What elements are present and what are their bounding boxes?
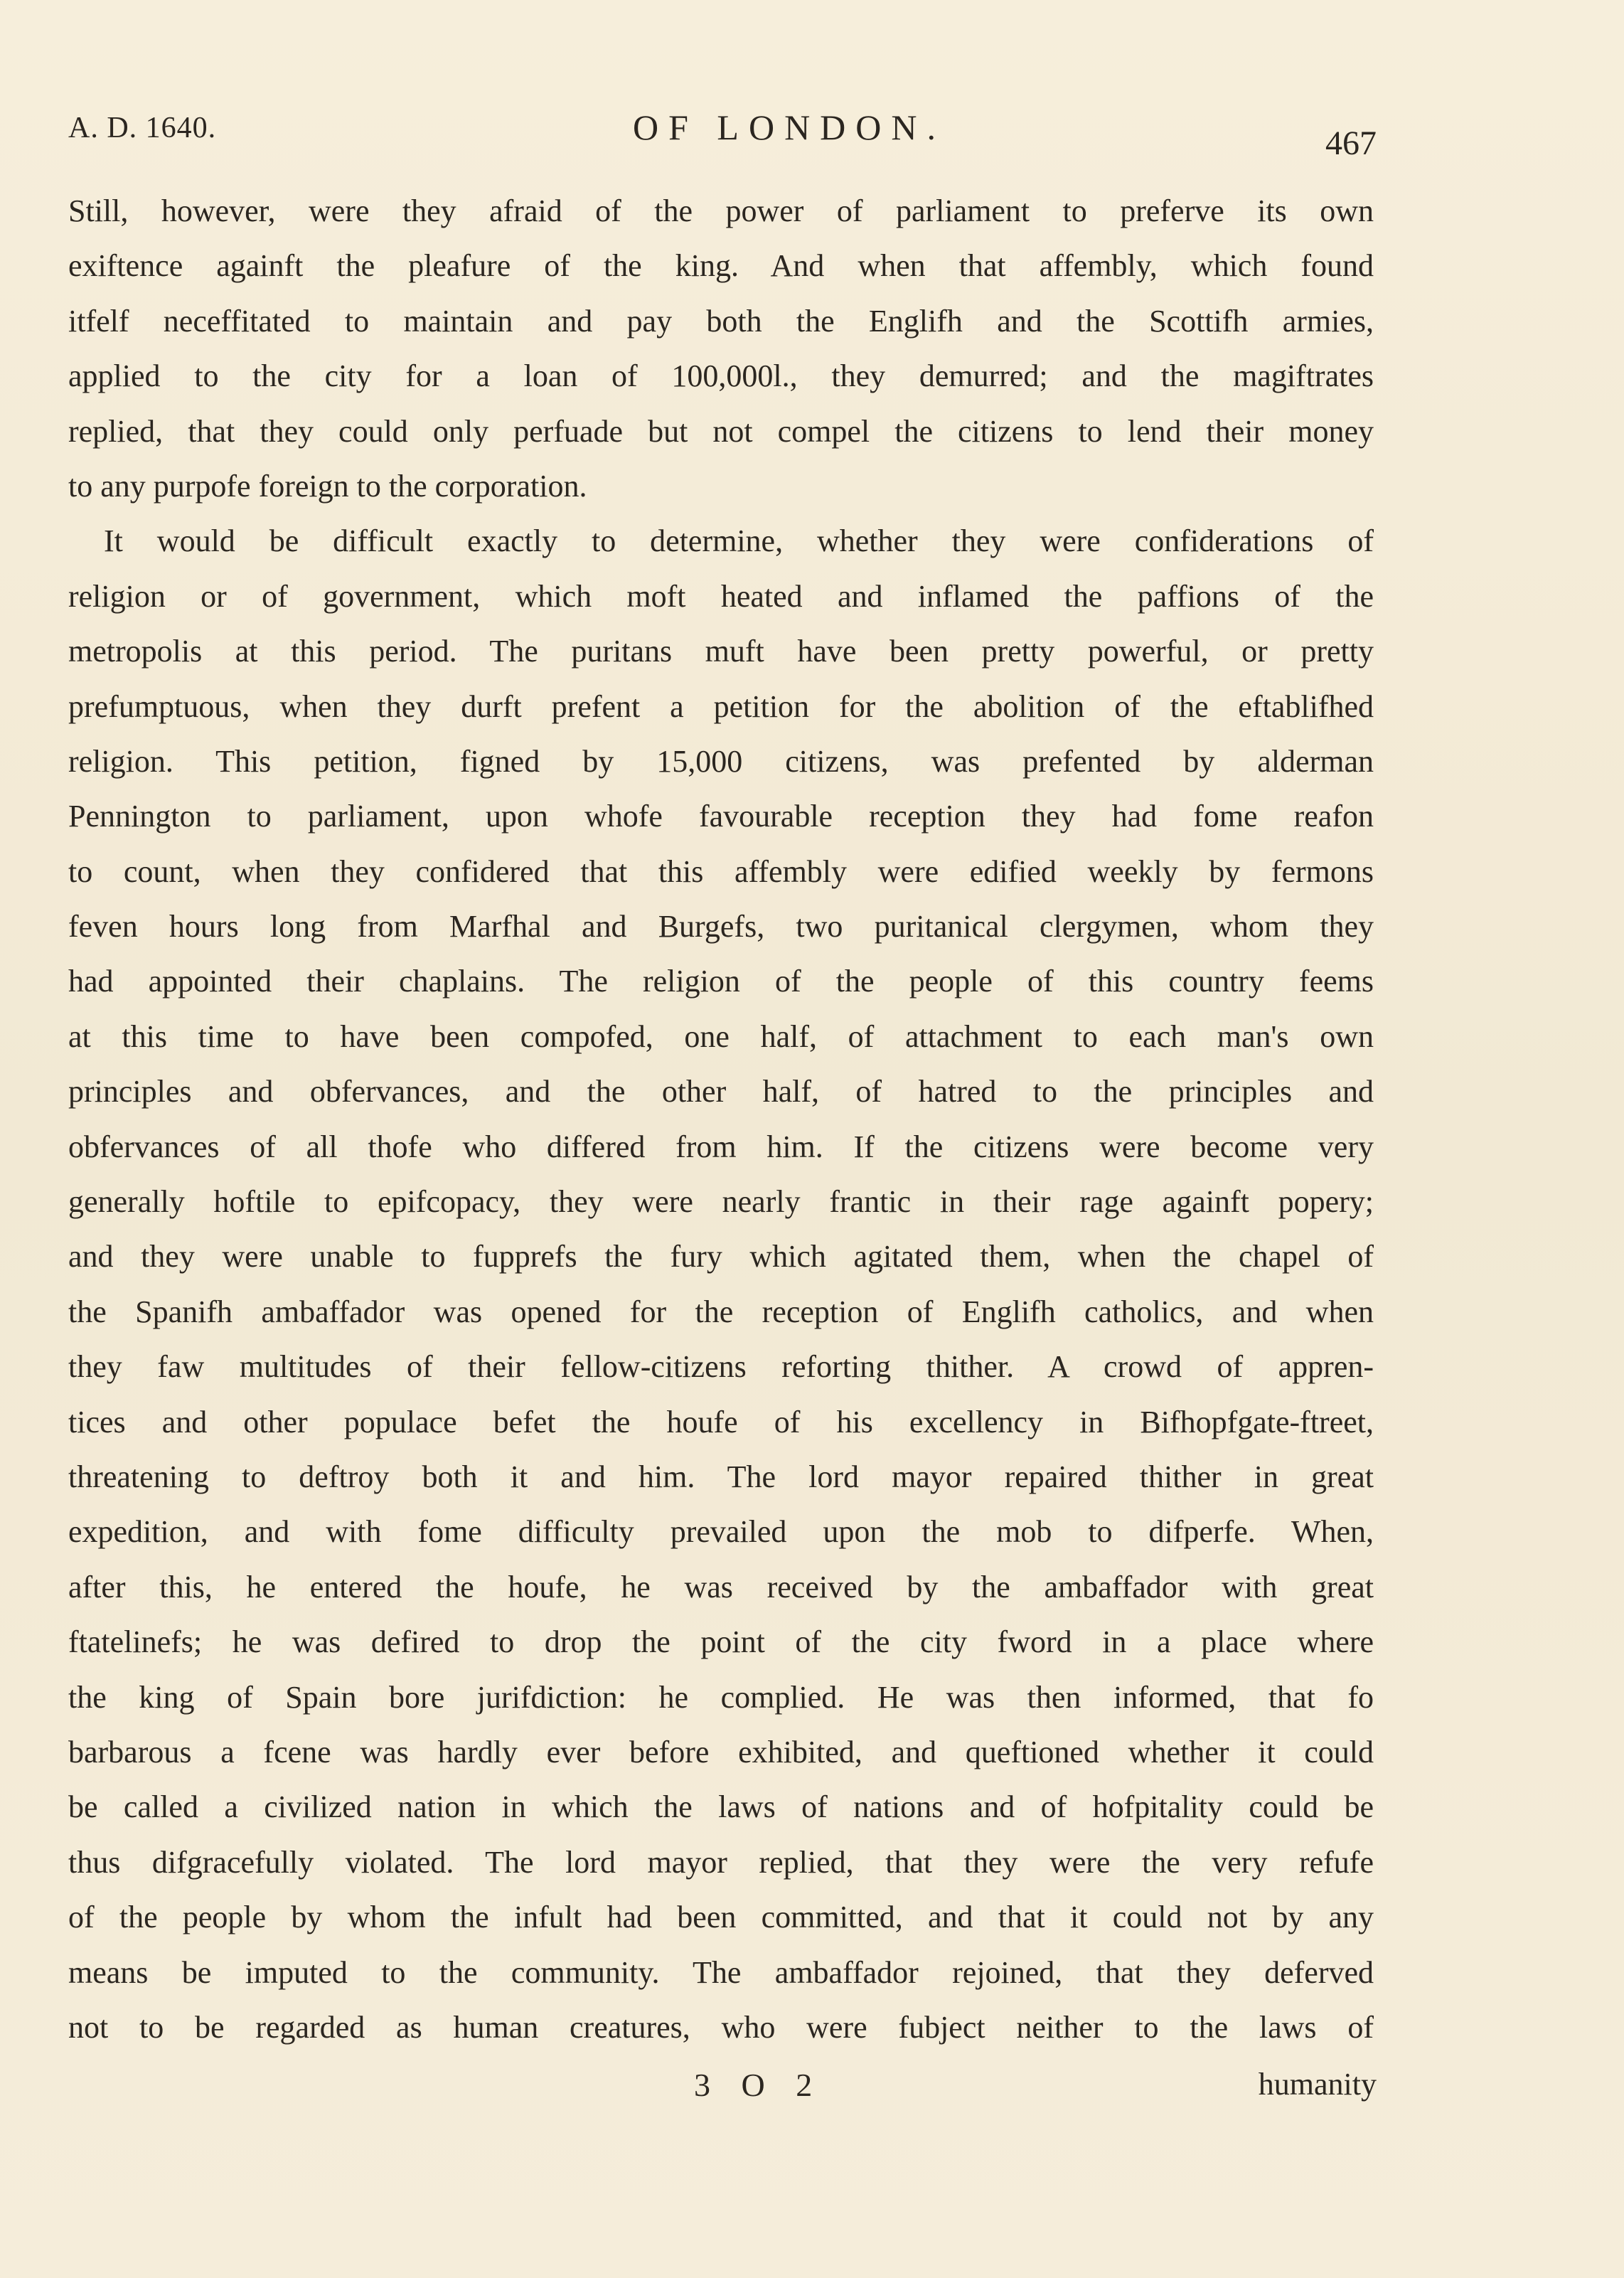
- signature-mark: 3 O 2: [694, 2067, 824, 2103]
- page-footer: [68, 2066, 1377, 2116]
- text-line: religion or of government, which moft heated and inflamed the paffions of the: [68, 578, 1374, 614]
- running-header: [68, 107, 1377, 164]
- catchword: humanity: [1258, 2067, 1377, 2102]
- text-line: exiftence againft the pleafure of the king. And when that affembly, which found: [68, 248, 1374, 284]
- body-text: [68, 183, 1374, 2055]
- text-line: expedition, and with fome difficulty prevailed upon the mob to difperfe. When,: [68, 1514, 1374, 1550]
- text-line: generally hoftile to epifcopacy, they were nearly frantic in their rage againft popery;: [68, 1184, 1374, 1220]
- text-line: Pennington to parliament, upon whofe favourable reception they had fome reafon: [68, 799, 1374, 834]
- text-line: after this, he entered the houfe, he was received by the ambaffador with great: [68, 1569, 1374, 1604]
- text-line: the Spanifh ambaffador was opened for the reception of Englifh catholics, and when: [68, 1294, 1374, 1329]
- text-line: itfelf neceffitated to maintain and pay both the Englifh and the Scottifh armies,: [68, 303, 1374, 339]
- text-line: threatening to deftroy both it and him. The lord mayor repaired thither in great: [68, 1459, 1374, 1494]
- text-line: thus difgracefully violated. The lord mayor replied, that they were the very refufe: [68, 1844, 1374, 1880]
- text-line: Still, however, were they afraid of the power of parliament to preferve its own: [68, 193, 1374, 228]
- text-line: and they were unable to fupprefs the fury which agitated them, when the chapel of: [68, 1239, 1374, 1274]
- text-line: religion. This petition, figned by 15,000 citizens, was prefented by alderman: [68, 743, 1374, 779]
- text-line: It would be difficult exactly to determine, whether they were confiderations of: [104, 523, 1374, 559]
- text-line: the king of Spain bore jurifdiction: he complied. He was then informed, that fo: [68, 1679, 1374, 1715]
- page-number: 467: [1325, 124, 1377, 162]
- text-line: to count, when they confidered that this affembly were edified weekly by fermons: [68, 853, 1374, 889]
- text-line: principles and obfervances, and the other half, of hatred to the principles and: [68, 1074, 1374, 1109]
- header-title: OF LONDON.: [633, 107, 946, 147]
- text-line: to any purpofe foreign to the corporation.: [68, 468, 587, 504]
- text-line: obfervances of all thofe who differed from him. If the citizens were become very: [68, 1129, 1374, 1164]
- text-line: prefumptuous, when they durft prefent a petition for the abolition of the eftablifhed: [68, 688, 1374, 724]
- text-line: means be imputed to the community. The ambaffador rejoined, that they deferved: [68, 1954, 1374, 1990]
- text-line: feven hours long from Marfhal and Burgefs, two puritanical clergymen, whom they: [68, 909, 1374, 944]
- text-line: of the people by whom the infult had been committed, and that it could not by any: [68, 1900, 1374, 1935]
- text-line: not to be regarded as human creatures, who were fubject neither to the laws of: [68, 2009, 1374, 2045]
- text-line: tices and other populace befet the houfe of his excellency in Bifhopfgate-ftreet,: [68, 1404, 1374, 1439]
- text-line: ftatelinefs; he was defired to drop the point of the city fword in a place where: [68, 1624, 1374, 1660]
- text-line: had appointed their chaplains. The religion of the people of this country feems: [68, 964, 1374, 999]
- text-line: metropolis at this period. The puritans muft have been pretty powerful, or pretty: [68, 634, 1374, 669]
- text-line: at this time to have been compofed, one half, of attachment to each man's own: [68, 1018, 1374, 1054]
- text-line: applied to the city for a loan of 100,000l., they demurred; and the magiftrates: [68, 358, 1374, 394]
- header-year: A. D. 1640.: [68, 112, 217, 144]
- text-line: barbarous a fcene was hardly ever before exhibited, and queftioned whether it could: [68, 1734, 1374, 1769]
- text-line: they faw multitudes of their fellow-citizens reforting thither. A crowd of appren-: [68, 1349, 1374, 1385]
- text-line: be called a civilized nation in which the laws of nations and of hofpitality could be: [68, 1789, 1374, 1825]
- text-line: replied, that they could only perfuade but not compel the citizens to lend their money: [68, 413, 1374, 449]
